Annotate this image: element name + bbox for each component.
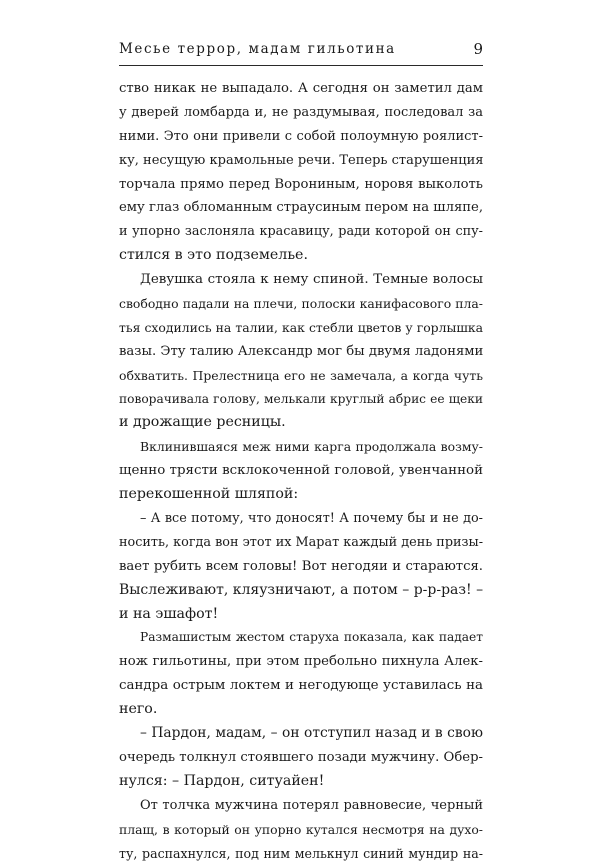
text-line: От толчка мужчина потерял равновесие, черный xyxy=(119,794,483,818)
text-line: Выслеживают, кляузничают, а потом – р-р-раз! – xyxy=(119,579,483,603)
text-line: тья сходились на талии, как стебли цветов у горлышка xyxy=(119,316,483,340)
text-line: ку, несущую крамольные речи. Теперь старушенция xyxy=(119,149,483,173)
text-line: стился в это подземелье. xyxy=(119,244,483,268)
text-line: Размашистым жестом старуха показала, как падает xyxy=(119,626,483,650)
text-line: Девушка стояла к нему спиной. Темные волосы xyxy=(119,268,483,292)
text-line: ему глаз обломанным страусиным пером на шляпе, xyxy=(119,196,483,220)
text-line: перекошенной шляпой: xyxy=(119,483,483,507)
text-line: – Пардон, мадам, – он отступил назад и в свою xyxy=(119,722,483,746)
text-line: вает рубить всем головы! Вот негодяи и стараются. xyxy=(119,555,483,579)
text-line: поворачивала голову, мелькали круглый абрис ее щеки xyxy=(119,388,483,412)
text-line: торчала прямо перед Ворониным, норовя выколоть xyxy=(119,173,483,197)
body-text xyxy=(119,77,483,865)
text-line: носить, когда вон этот их Марат каждый день призы- xyxy=(119,531,483,555)
text-line: плащ, в который он упорно кутался несмотря на духо- xyxy=(119,818,483,842)
text-line: обхватить. Прелестница его не замечала, а когда чуть xyxy=(119,364,483,388)
text-line: у дверей ломбарда и, не раздумывая, последовал за xyxy=(119,101,483,125)
text-line: нулся: – Пардон, ситуайен! xyxy=(119,770,483,794)
text-line: сандра острым локтем и негодующе уставилась на xyxy=(119,674,483,698)
text-line: свободно падали на плечи, полоски канифасового пла- xyxy=(119,292,483,316)
text-line: вазы. Эту талию Александр мог бы двумя ладонями xyxy=(119,340,483,364)
running-head xyxy=(119,38,483,60)
page-number: 9 xyxy=(473,38,483,60)
text-line: ними. Это они привели с собой полоумную роялист- xyxy=(119,125,483,149)
text-line: нож гильотины, при этом пребольно пихнула Алек- xyxy=(119,650,483,674)
text-line: – А все потому, что доносят! А почему бы и не до- xyxy=(119,507,483,531)
header-rule xyxy=(119,65,483,66)
text-line: ту, распахнулся, под ним мелькнул синий мундир на- xyxy=(119,842,483,865)
text-line: щенно трясти всклокоченной головой, увенчанной xyxy=(119,459,483,483)
running-title: Месье террор, мадам гильотина xyxy=(119,38,396,60)
text-line: ство никак не выпадало. А сегодня он заметил дам xyxy=(119,77,483,101)
text-line: него. xyxy=(119,698,483,722)
text-line: Вклинившаяся меж ними карга продолжала возму- xyxy=(119,435,483,459)
text-line: и на эшафот! xyxy=(119,603,483,627)
text-line: и дрожащие ресницы. xyxy=(119,411,483,435)
text-line: очередь толкнул стоявшего позади мужчину. Обер- xyxy=(119,746,483,770)
text-line: и упорно заслоняла красавицу, ради которой он спу- xyxy=(119,220,483,244)
